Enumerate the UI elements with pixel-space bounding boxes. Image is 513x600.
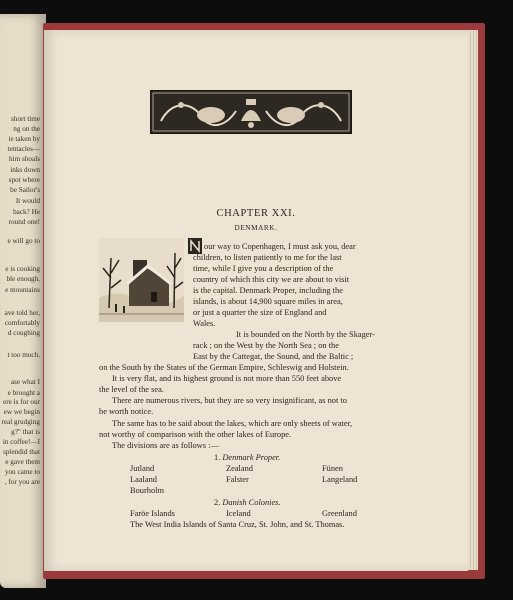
paragraph1-line: country of which this city we are about to visit [193,275,350,284]
left-page-line: in coffee!—I [2,438,40,446]
paragraph2-line: It is bounded on the North by the Skager- [236,330,375,339]
paragraph4-line: There are numerous rivers, but they are so very insignificant, as not to [112,396,347,405]
division-cell: Faröe Islands [130,509,175,518]
section1-number: 1. [214,453,221,462]
left-page-line: short time [11,115,40,123]
division-cell: Jutland [130,464,155,473]
division-cell: Bourholm [130,486,164,495]
left-page-line: round one! [8,218,40,226]
section2-heading [214,497,281,508]
section2-title: Danish Colonies. [222,498,281,507]
division-cell: Iceland [226,509,251,518]
left-page-line: e will go to [7,237,40,245]
paragraph2-line: rack ; on the West by the North Sea ; on the [193,341,339,350]
left-page-line: ere is for our [3,398,40,406]
right-page [44,30,468,571]
division-cell: Zealand [226,464,253,473]
left-page-line: e is cooking [5,265,40,273]
paragraph4-line: be worth notice. [99,407,154,416]
left-page-line: ave told her, [4,309,40,317]
division-cell: Falster [226,475,249,484]
chapter-subtitle: DENMARK. [234,224,278,232]
paragraph1-line: is the capital. Denmark Proper, including the [193,286,343,295]
left-page-line: real grudging [1,418,40,426]
paragraph3-line: the level of the sea. [99,385,164,394]
left-page-line: ble enough. [6,275,40,283]
left-page-line: e brought a [7,389,40,397]
division-cell: Fünen [322,464,343,473]
left-page-line: tentacles— [7,145,40,153]
paragraph1-line: or just a quarter the size of England and [193,308,327,317]
left-page-line: g?" that is [11,428,40,436]
left-page-line: e gave them [5,458,40,466]
left-page [0,14,46,588]
paragraph1-line: our way to Copenhagen, I must ask you, dear [204,242,356,251]
left-page-line: It would [15,197,40,205]
division-last-line: The West India Islands of Santa Cruz, St. John, and St. Thomas. [130,520,345,529]
left-page-line: splendid that [3,448,40,456]
left-page-line: ng on the [13,125,40,133]
paragraph5-line: not worthy of comparison with the other lakes of Europe. [99,430,292,439]
left-page-line: him shoals [9,155,40,163]
paragraph1-line: Wales. [193,319,216,328]
left-page-line: e mountains [5,286,40,294]
left-page-line: you came to [4,468,40,476]
left-page-line: ew we begin [3,408,40,416]
division-cell: Langeland [322,475,358,484]
left-page-line: spot where [8,176,40,184]
paragraph3-line: It is very flat, and its highest ground is not more than 550 feet above [112,374,342,383]
paragraph5-line: The same has to be said about the lakes, which are only sheets of water, [112,419,353,428]
section1-title: Denmark Proper. [222,453,281,462]
left-page-line: d coughing [7,329,40,337]
division-cell: Greenland [322,509,357,518]
left-page-line: , for you are [4,478,40,486]
paragraph1-line: time, while I give you a description of the [193,264,334,273]
left-page-line: inks down [10,166,40,174]
left-page-line: comfortably [4,319,40,327]
divisions-intro: The divisions are as follows :— [112,441,219,450]
chapter-title: CHAPTER XXI. [216,208,296,219]
left-page-line: t too much. [7,351,40,359]
paragraph2-line: East by the Cattegat, the Sound, and the Baltic ; [193,352,354,361]
left-page-line: be Sailor's [10,186,40,194]
paragraph1-line: children, to listen patiently to me for the last [193,253,342,262]
left-page-line: ase what I [10,378,40,386]
left-page-line: back? He [13,208,40,216]
section1-heading [214,452,280,463]
section2-number: 2. [214,498,221,507]
header-ornament-icon [150,90,352,134]
church-illustration-icon [99,238,184,322]
division-cell: Laaland [130,475,157,484]
paragraph2-line: on the South by the States of the German Empire, Schleswig and Holstein. [99,363,349,372]
left-page-line: ie taken by [8,135,40,143]
paragraph1-line: islands, is about 14,900 square miles in area, [193,297,343,306]
